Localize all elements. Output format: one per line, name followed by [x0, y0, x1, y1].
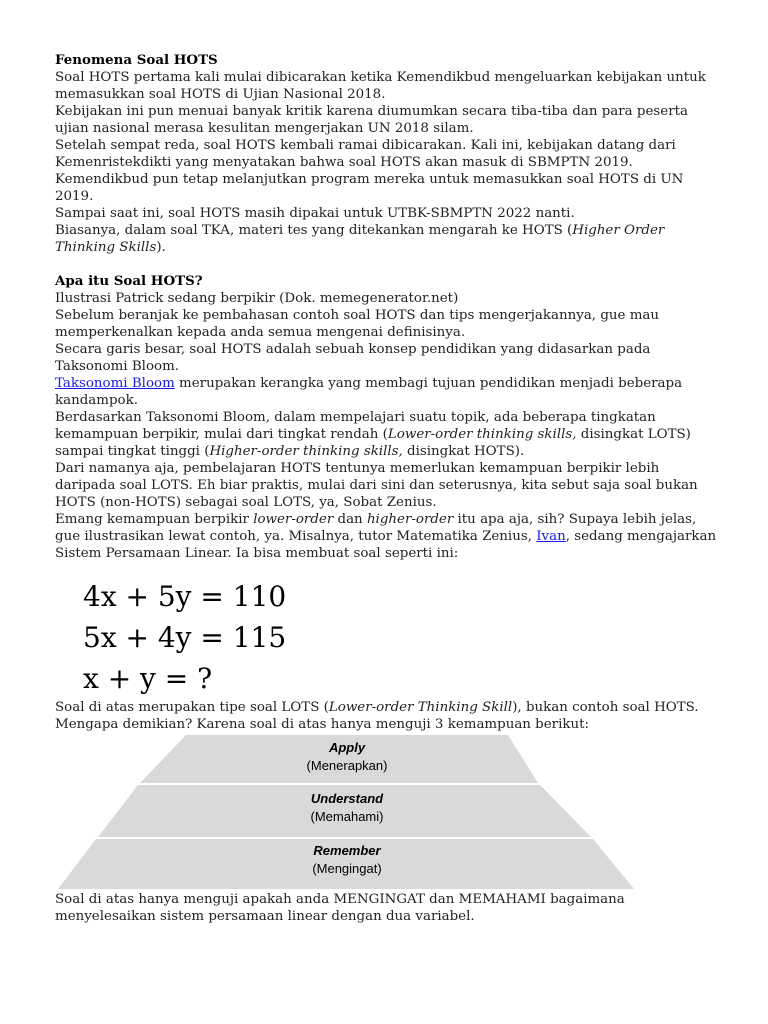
italic-term: higher-order [366, 512, 454, 527]
article-body [55, 52, 720, 925]
paragraph: Sampai saat ini, soal HOTS masih dipakai untuk UTBK-SBMPTN 2022 nanti. [55, 206, 575, 221]
text-run: ). [156, 240, 166, 255]
italic-term: lower-order [253, 512, 334, 527]
italic-term: Lower-order Thinking Skill [328, 700, 513, 715]
paragraph: Setelah sempat reda, soal HOTS kembali ramai dibicarakan. Kali ini, kebijakan datang dari Kemenristekdikti yang menyatakan bahwa soal HOTS akan masuk di SBMPTN 2019. Kemendikbud pun tetap melanjutkan program mereka untuk memasukkan soal HOTS di UN 2019. [55, 138, 684, 204]
text-run: , sedang mengajarkan Sistem Persamaan Linear. Ia bisa membuat soal seperti ini: [55, 529, 717, 561]
paragraph: Soal HOTS pertama kali mulai dibicarakan ketika Kemendikbud mengeluarkan kebijakan untuk memasukkan soal HOTS di Ujian Nasional 2018. [55, 70, 706, 102]
text-run: Soal di atas merupakan tipe soal LOTS ( [55, 700, 329, 715]
paragraph [55, 511, 720, 562]
tier-subtitle: (Memahami) [310, 809, 384, 824]
tier-title: Understand [310, 791, 384, 806]
paragraph: Kebijakan ini pun menuai banyak kritik karena diumumkan secara tiba-tiba dan para peserta ujian nasional merasa kesulitan mengerjakan UN 2018 silam. [55, 104, 688, 136]
taksonomi-bloom-link[interactable]: Taksonomi Bloom [55, 376, 175, 391]
equation-3: x + y = ? [83, 662, 213, 695]
paragraph [55, 375, 720, 409]
text-run: ), bukan contoh soal HOTS. Mengapa demikian? Karena soal di atas hanya menguji 3 kemampuan berikut: [55, 700, 699, 732]
paragraph: Soal di atas hanya menguji apakah anda MENGINGAT dan MEMAHAMI bagaimana menyelesaikan sistem persamaan linear dengan dua variabel. [55, 892, 625, 924]
paragraph: Dari namanya aja, pembelajaran HOTS tentunya memerlukan kemampuan berpikir lebih daripada soal LOTS. Eh biar praktis, mulai dari sini dan seterusnya, kita sebut saja soal bukan HOTS (non-HOTS) sebagai soal LOTS, ya, Sobat Zenius. [55, 461, 698, 510]
text-run: Emang kemampuan berpikir [55, 512, 254, 527]
text-run: Berdasarkan Taksonomi Bloom, dalam mempelajari suatu topik, ada beberapa tingkatan kemampuan berpikir, mulai dari tingkat rendah ( [55, 410, 656, 442]
text-run: disingkat HOTS). [402, 444, 525, 459]
ivan-link[interactable]: Ivan [536, 529, 566, 544]
italic-term: Higher Order Thinking Skills [55, 223, 665, 255]
text-run: dan [333, 512, 367, 527]
paragraph: Secara garis besar, soal HOTS adalah sebuah konsep pendidikan yang didasarkan pada Taksonomi Bloom. [55, 342, 651, 374]
equation-block [83, 576, 720, 699]
text-run: Biasanya, dalam soal TKA, materi tes yang ditekankan mengarah ke HOTS ( [55, 223, 573, 238]
paragraph [55, 222, 720, 256]
tier-subtitle: (Mengingat) [312, 861, 382, 876]
section-heading-fenomena: Fenomena Soal HOTS [55, 52, 218, 68]
tier-label-apply [0, 739, 694, 775]
tier-subtitle: (Menerapkan) [306, 758, 388, 773]
equation-2: 5x + 4y = 115 [83, 621, 287, 654]
tier-label-remember [0, 842, 694, 878]
tier-title: Apply [328, 740, 366, 755]
image-caption: Ilustrasi Patrick sedang berpikir (Dok. memegenerator.net) [55, 291, 459, 306]
tier-title: Remember [313, 843, 381, 858]
equation-1: 4x + 5y = 110 [83, 580, 287, 613]
bloom-pyramid-diagram [0, 735, 768, 891]
text-run: merupakan kerangka yang membagi tujuan pendidikan menjadi beberapa kandampok. [55, 376, 683, 408]
section-heading-apa-itu: Apa itu Soal HOTS? [55, 273, 203, 289]
italic-term: Higher-order thinking skills, [209, 444, 403, 459]
text-run: itu apa aja, sih? Supaya lebih jelas, gue ilustrasikan lewat contoh, ya. Misalnya, tutor Matematika Zenius, [55, 512, 697, 544]
tier-label-understand [0, 790, 694, 826]
italic-term: Lower-order thinking skills, [387, 427, 577, 442]
paragraph [55, 409, 720, 460]
text-run: disingkat LOTS) sampai tingkat tinggi ( [55, 427, 691, 459]
paragraph [55, 699, 720, 733]
paragraph: Sebelum beranjak ke pembahasan contoh soal HOTS dan tips mengerjakannya, gue mau memperkenalkan kepada anda semua mengenai definisinya. [55, 308, 660, 340]
